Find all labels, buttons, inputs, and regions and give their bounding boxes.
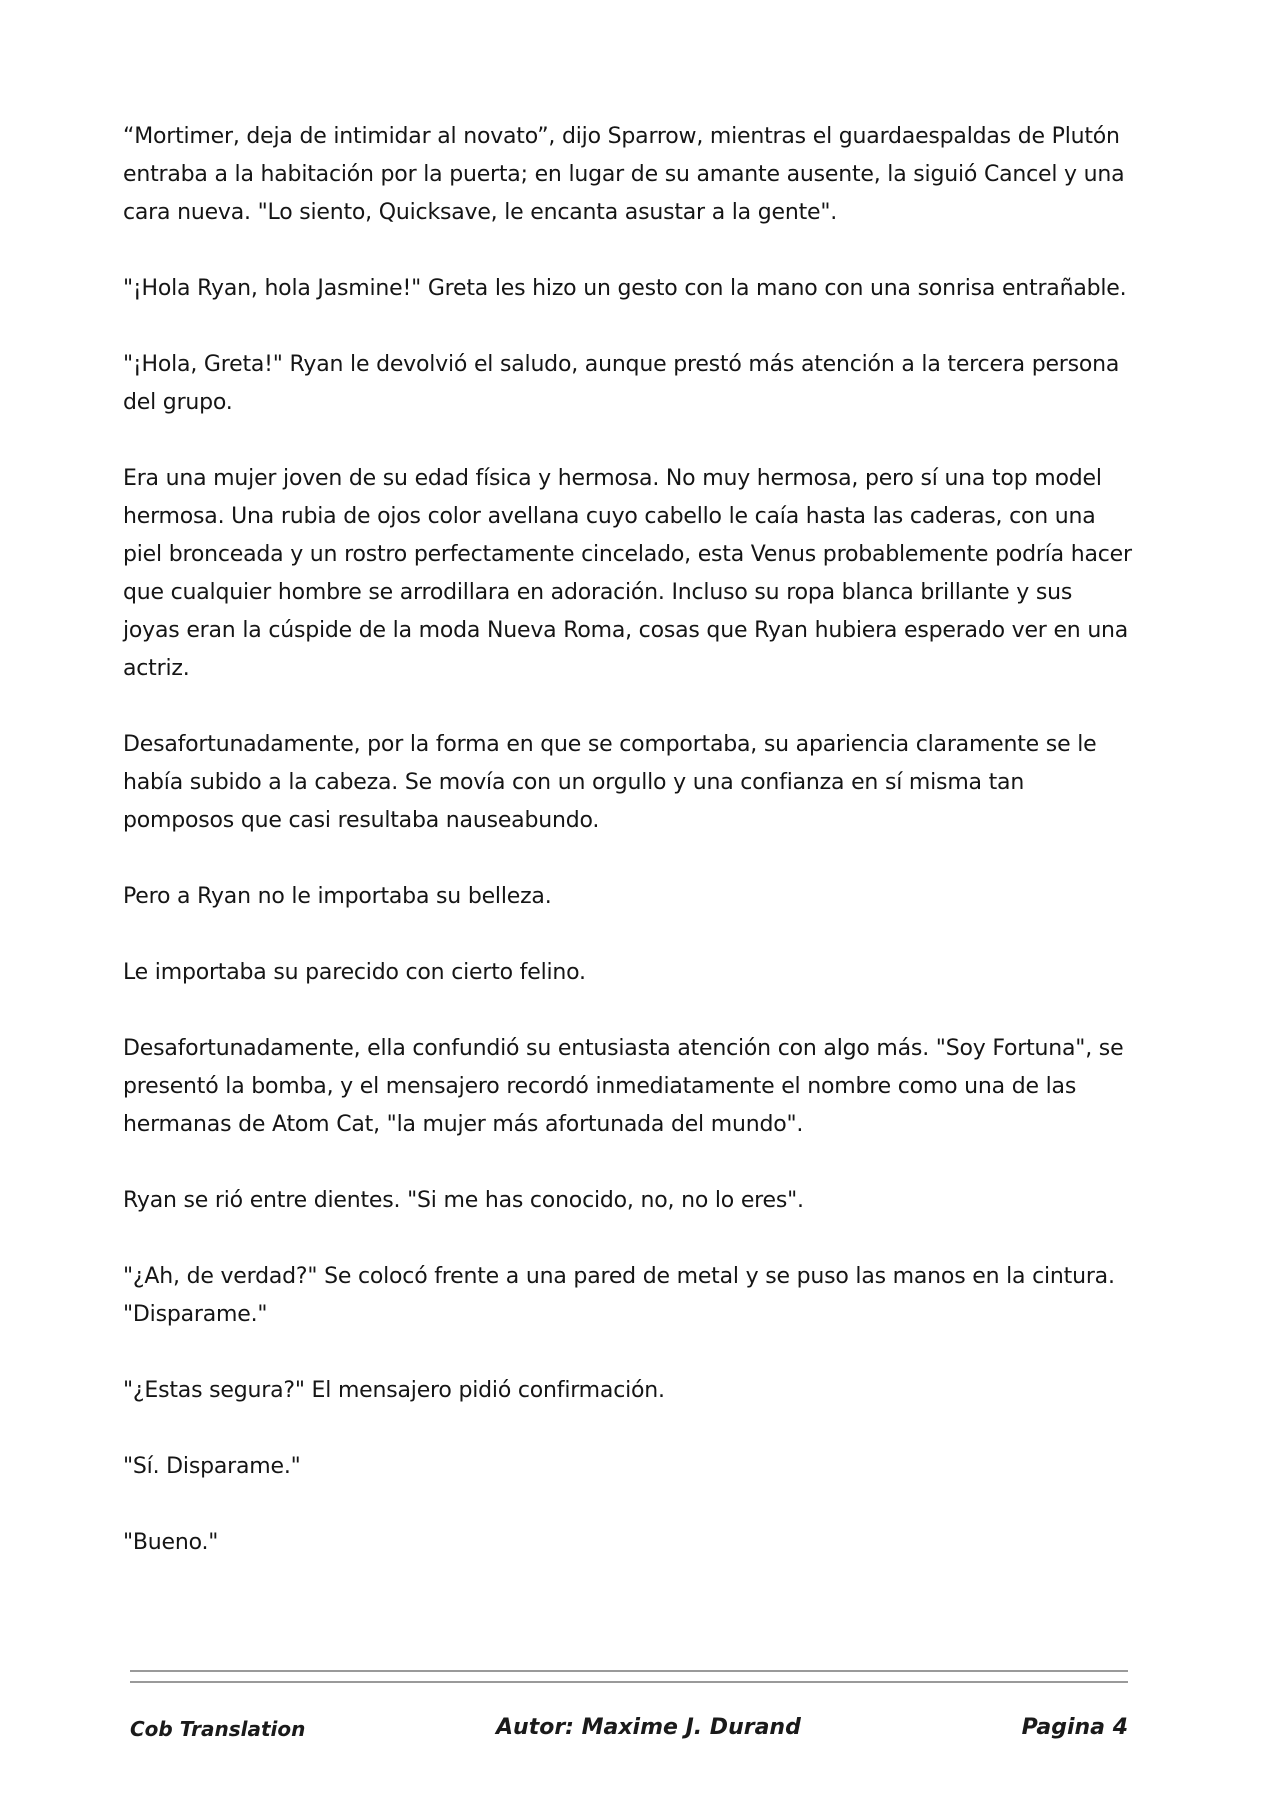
paragraph: Pero a Ryan no le importaba su belleza. (123, 884, 552, 909)
paragraph: Era una mujer joven de su edad física y hermosa. No muy hermosa, pero sí una top model hermosa. Una rubia de ojos color avellana cuyo cabello le caía hasta las caderas, con una piel bronceada y un rostro perfectamente cincelado, esta Venus probablemente podría hacer que cualquier hombre se arrodillara en adoración. Incluso su ropa blanca brillante y sus joyas eran la cúspide de la moda Nueva Roma, cosas que Ryan hubiera esperado ver en una actriz. (123, 466, 1132, 681)
footer-divider-top (130, 1670, 1128, 1672)
footer-divider-bottom (130, 1681, 1128, 1683)
paragraph: “Mortimer, deja de intimidar al novato”, dijo Sparrow, mientras el guardaespaldas de Plutón entraba a la habitación por la puerta; en lugar de su amante ausente, la siguió Cancel y una cara nueva. "Lo siento, Quicksave, le encanta asustar a la gente". (123, 124, 1125, 225)
footer-page-number: Pagina 4 (1021, 1715, 1128, 1740)
footer-translator: Cob Translation (130, 1717, 306, 1741)
page-body (123, 118, 1133, 1600)
paragraph: "Sí. Disparame." (123, 1454, 301, 1479)
paragraph: "¿Estas segura?" El mensajero pidió confirmación. (123, 1378, 665, 1403)
paragraph: "¿Ah, de verdad?" Se colocó frente a una pared de metal y se puso las manos en la cintura. "Disparame." (123, 1264, 1115, 1327)
paragraph: Le importaba su parecido con cierto felino. (123, 960, 586, 985)
paragraph: "¡Hola, Greta!" Ryan le devolvió el saludo, aunque prestó más atención a la tercera persona del grupo. (123, 352, 1120, 415)
paragraph: Desafortunadamente, por la forma en que se comportaba, su apariencia claramente se le había subido a la cabeza. Se movía con un orgullo y una confianza en sí misma tan pomposos que casi resultaba nauseabundo. (123, 732, 1097, 833)
paragraph: Desafortunadamente, ella confundió su entusiasta atención con algo más. "Soy Fortuna", se presentó la bomba, y el mensajero recordó inmediatamente el nombre como una de las hermanas de Atom Cat, "la mujer más afortunada del mundo". (123, 1036, 1124, 1137)
paragraph: "¡Hola Ryan, hola Jasmine!" Greta les hizo un gesto con la mano con una sonrisa entrañable. (123, 276, 1127, 301)
paragraph: Ryan se rió entre dientes. "Si me has conocido, no, no lo eres". (123, 1188, 804, 1213)
paragraph: "Bueno." (123, 1530, 219, 1555)
footer-author: Autor: Maxime J. Durand (496, 1715, 801, 1740)
page-footer (130, 1713, 1128, 1747)
